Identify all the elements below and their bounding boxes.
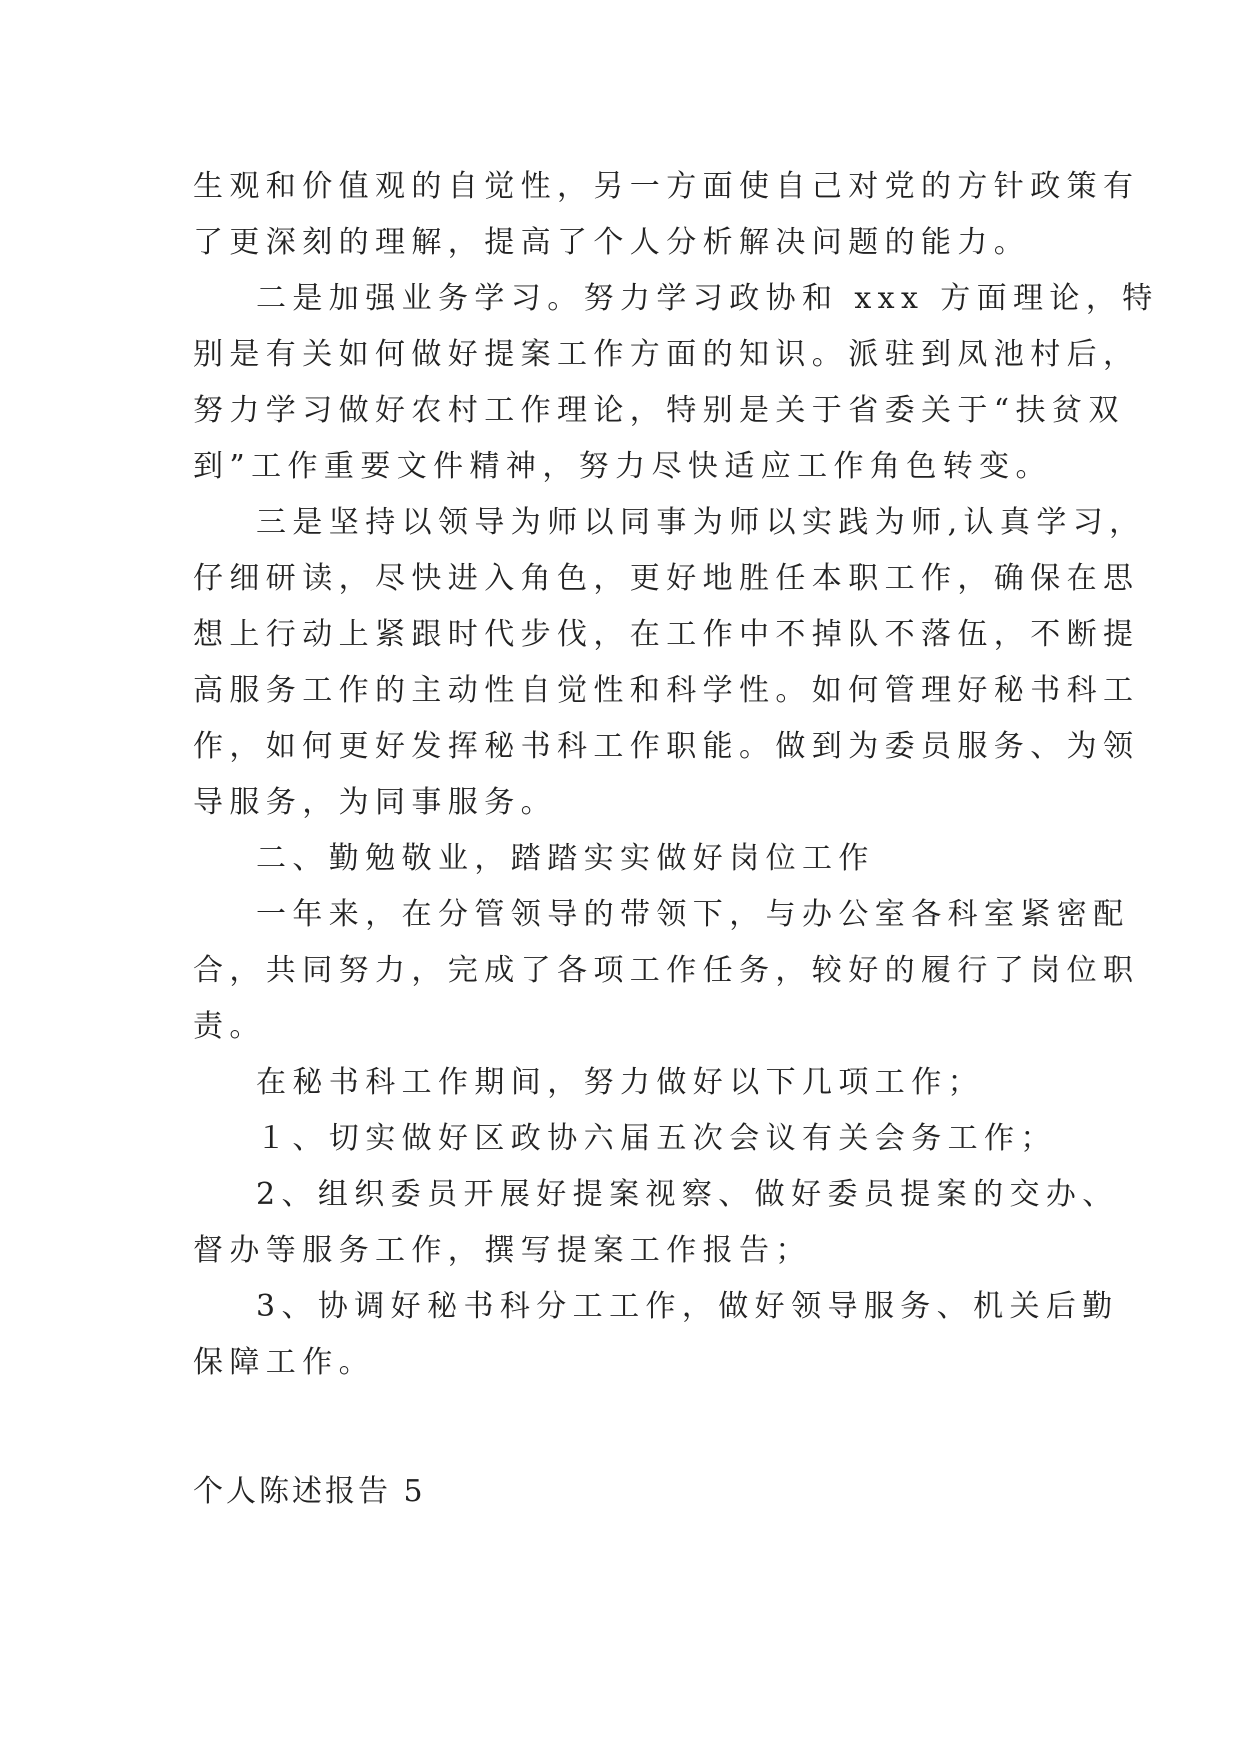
- text-line: 督办等服务工作，撰写提案工作报告；: [193, 1233, 812, 1268]
- text-line: 仔细研读，尽快进入角色，更好地胜任本职工作，确保在思: [193, 561, 1140, 596]
- text-line: 二是加强业务学习。努力学习政协和 xxx 方面理论，特: [256, 281, 1159, 316]
- text-line: 导服务，为同事服务。: [193, 785, 557, 820]
- text-line: 高服务工作的主动性自觉性和科学性。如何管理好秘书科工: [193, 673, 1140, 708]
- text-line: 责。: [193, 1009, 266, 1044]
- text-line: 作，如何更好发挥秘书科工作职能。做到为委员服务、为领: [193, 729, 1140, 764]
- section-subheading: 二、勤勉敬业，踏踏实实做好岗位工作: [256, 841, 875, 876]
- section-heading: 个人陈述报告 5: [193, 1474, 426, 1509]
- text-line: 别是有关如何做好提案工作方面的知识。派驻到凤池村后，: [193, 337, 1140, 372]
- text-line: 在秘书科工作期间，努力做好以下几项工作；: [256, 1065, 984, 1100]
- list-item: 3、协调好秘书科分工工作，做好领导服务、机关后勤: [256, 1289, 1119, 1324]
- text-line: 努力学习做好农村工作理论，特别是关于省委关于“扶贫双: [193, 393, 1125, 428]
- list-item: 2、组织委员开展好提案视察、做好委员提案的交办、: [256, 1177, 1119, 1212]
- text-line: 三是坚持以领导为师以同事为师以实践为师,认真学习，: [256, 505, 1146, 540]
- text-line: 生观和价值观的自觉性，另一方面使自己对党的方针政策有: [193, 169, 1140, 204]
- text-line: 到”工作重要文件精神，努力尽快适应工作角色转变。: [193, 449, 1052, 484]
- list-item: １、切实做好区政协六届五次会议有关会务工作；: [256, 1121, 1057, 1156]
- text-line: 了更深刻的理解，提高了个人分析解决问题的能力。: [193, 225, 1031, 260]
- text-line: 一年来，在分管领导的带领下，与办公室各科室紧密配: [256, 897, 1130, 932]
- text-line: 想上行动上紧跟时代步伐，在工作中不掉队不落伍，不断提: [193, 617, 1140, 652]
- text-line: 保障工作。: [193, 1345, 375, 1380]
- text-line: 合，共同努力，完成了各项工作任务，较好的履行了岗位职: [193, 953, 1140, 988]
